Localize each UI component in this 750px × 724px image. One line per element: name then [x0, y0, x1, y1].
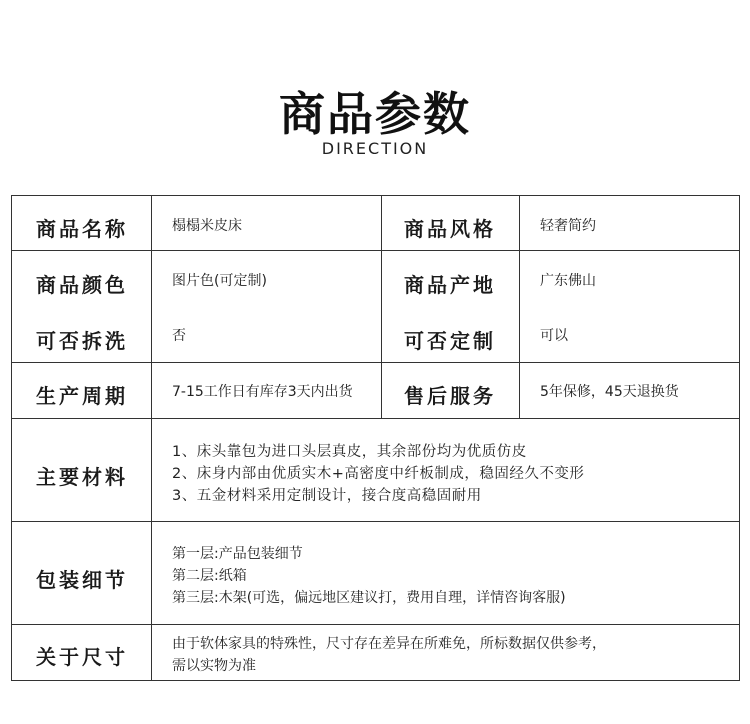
label-packaging: 包装细节: [36, 568, 128, 592]
size-line: 由于软体家具的特殊性，尺寸存在差异在所难免，所标数据仅供参考，: [172, 636, 606, 652]
row-divider: [12, 418, 739, 419]
value-customizable: 可以: [540, 328, 568, 344]
packaging-line: 第二层:纸箱: [172, 568, 247, 584]
row-divider: [12, 250, 739, 251]
column-divider: [151, 196, 152, 680]
label-product-style: 商品风格: [404, 217, 496, 241]
value-product-origin: 广东佛山: [540, 273, 596, 289]
row-divider: [12, 362, 739, 363]
label-after-sales: 售后服务: [404, 384, 496, 408]
value-materials: [172, 441, 584, 507]
label-materials: 主要材料: [36, 465, 128, 489]
label-production-cycle: 生产周期: [36, 384, 128, 408]
column-divider: [381, 196, 382, 418]
value-product-name: 榻榻米皮床: [172, 218, 242, 234]
value-size: [172, 633, 606, 677]
materials-line: 3、五金材料采用定制设计，接合度高稳固耐用: [172, 488, 482, 504]
materials-line: 2、床身内部由优质实木+高密度中纤板制成，稳固经久不变形: [172, 466, 585, 482]
value-product-style: 轻奢简约: [540, 218, 596, 234]
parameter-table: [11, 195, 740, 681]
value-production-cycle: 7-15工作日有库存3天内出货: [172, 384, 353, 400]
label-size: 关于尺寸: [36, 645, 128, 669]
packaging-line: 第三层:木架(可选，偏远地区建议打，费用自理，详情咨询客服): [172, 590, 566, 606]
materials-line: 1、床头靠包为进口头层真皮，其余部份均为优质仿皮: [172, 444, 527, 460]
value-after-sales: 5年保修，45天退换货: [540, 384, 679, 400]
label-product-color: 商品颜色: [36, 273, 128, 297]
packaging-line: 第一层:产品包装细节: [172, 546, 303, 562]
value-packaging: [172, 543, 566, 609]
label-product-name: 商品名称: [36, 217, 128, 241]
page-subtitle: DIRECTION: [321, 139, 429, 158]
size-line: 需以实物为准: [172, 658, 256, 674]
column-divider: [519, 196, 520, 418]
value-washable: 否: [172, 328, 186, 344]
row-divider: [12, 521, 739, 522]
label-product-origin: 商品产地: [404, 273, 496, 297]
page-title: 商品参数: [279, 87, 471, 141]
label-washable: 可否拆洗: [36, 329, 128, 353]
value-product-color: 图片色(可定制): [172, 273, 267, 289]
label-customizable: 可否定制: [404, 329, 496, 353]
row-divider: [12, 624, 739, 625]
